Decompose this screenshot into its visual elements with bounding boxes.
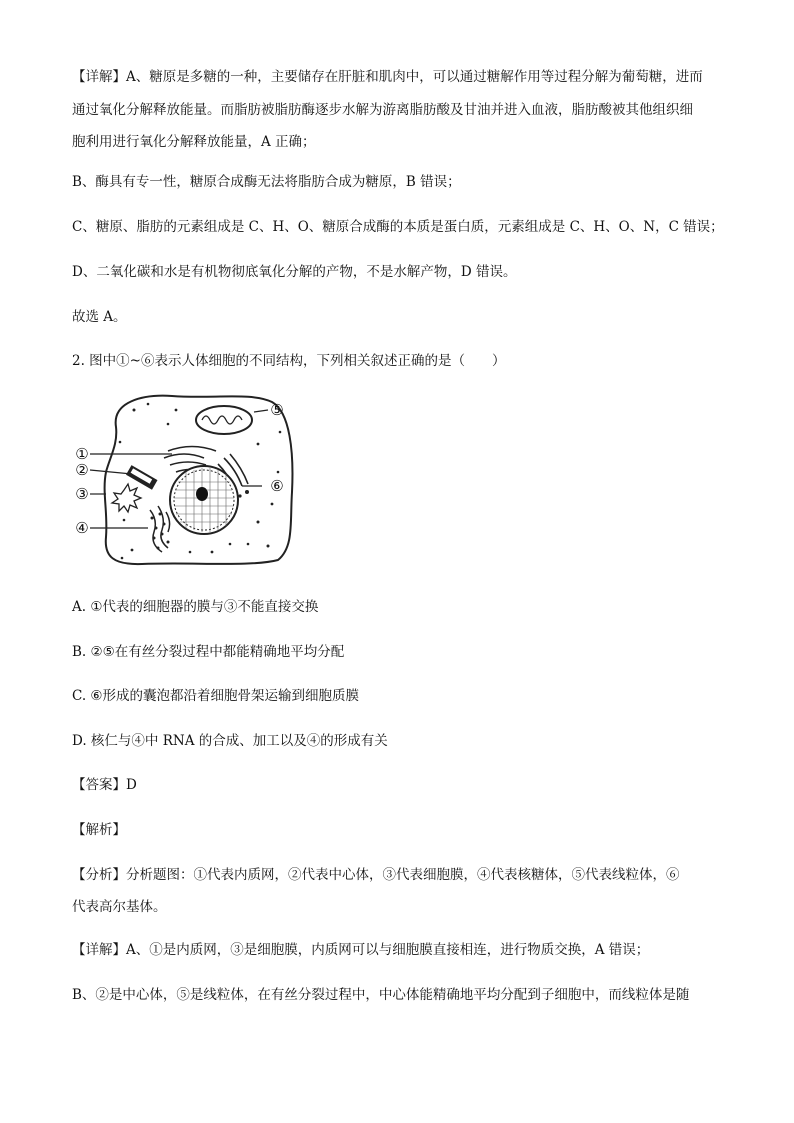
question-stem: 2. 图中①~⑥表示人体细胞的不同结构，下列相关叙述正确的是（ ）	[72, 353, 506, 369]
label-5: ⑤	[270, 401, 284, 419]
detail-a: 【详解】A、①是内质网，③是细胞膜，内质网可以与细胞膜直接相连，进行物质交换，A 错误；	[72, 942, 650, 958]
centrosome-aster	[112, 484, 141, 512]
analysis-heading: 【解析】	[72, 822, 126, 838]
analysis-line-1: 【分析】分析题图：①代表内质网，②代表中心体，③代表细胞膜，④代表核糖体，⑤代表线粒体，⑥	[72, 867, 680, 883]
label-4: ④	[75, 519, 89, 537]
detail-line-1: 【详解】A、糖原是多糖的一种，主要储存在肝脏和肌肉中，可以通过糖解作用等过程分解为葡萄糖，进而	[72, 69, 703, 85]
detail-b: B、②是中心体，⑤是线粒体，在有丝分裂过程中，中心体能精确地平均分配到子细胞中，而线粒体是随	[72, 987, 690, 1003]
answer: 【答案】D	[72, 777, 137, 793]
analysis-line-2: 代表高尔基体。	[72, 899, 167, 915]
option-c-explanation: C、糖原、脂肪的元素组成是 C、H、O、糖原合成酶的本质是蛋白质，元素组成是 C、H、O、N，C 错误；	[72, 219, 724, 235]
detail-line-3: 胞利用进行氧化分解释放能量，A 正确；	[72, 134, 316, 150]
choose-answer: 故选 A。	[72, 309, 127, 325]
option-c: C. ⑥形成的囊泡都沿着细胞骨架运输到细胞质膜	[72, 688, 360, 704]
label-1: ①	[75, 445, 89, 463]
detail-line-2: 通过氧化分解释放能量。而脂肪被脂肪酶逐步水解为游离脂肪酸及甘油并进入血液，脂肪酸被其他组织细	[72, 102, 693, 118]
option-b: B. ②⑤在有丝分裂过程中都能精确地平均分配	[72, 644, 345, 660]
centriole	[126, 465, 157, 490]
label-3: ③	[75, 485, 89, 503]
label-6: ⑥	[270, 477, 284, 495]
option-a: A. ①代表的细胞器的膜与③不能直接交换	[72, 599, 319, 615]
option-d: D. 核仁与④中 RNA 的合成、加工以及④的形成有关	[72, 733, 388, 749]
mitochondrion	[196, 406, 252, 434]
label-2: ②	[75, 461, 89, 479]
nucleolus	[196, 487, 208, 501]
option-b-explanation: B、酶具有专一性，糖原合成酶无法将脂肪合成为糖原，B 错误；	[72, 174, 461, 190]
cell-diagram	[72, 372, 302, 572]
option-d-explanation: D、二氧化碳和水是有机物彻底氧化分解的产物，不是水解产物，D 错误。	[72, 264, 517, 280]
